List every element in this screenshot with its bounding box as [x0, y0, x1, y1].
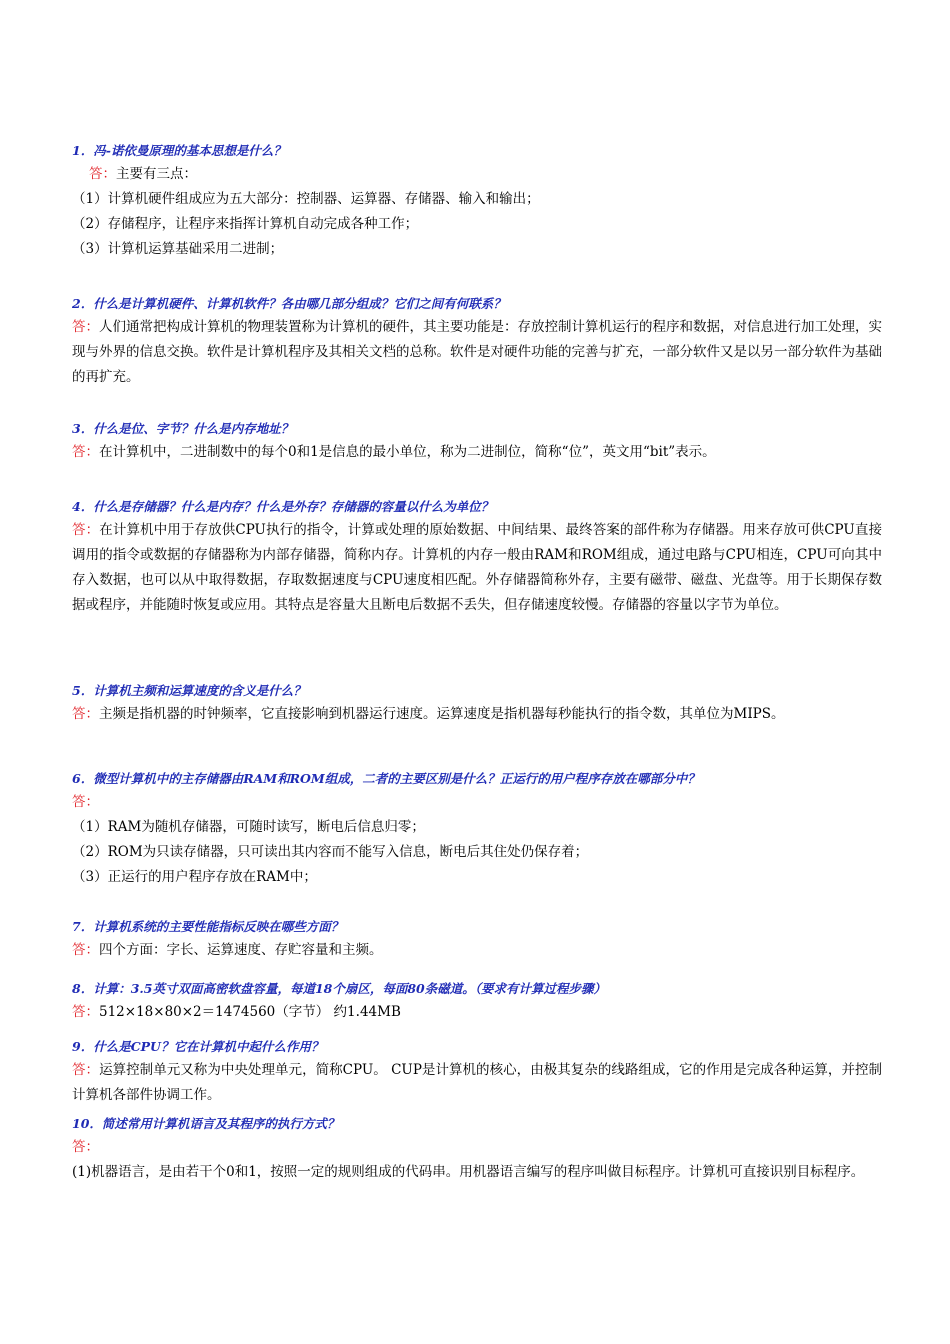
- question-10: 10．简述常用计算机语言及其程序的执行方式？: [72, 1116, 340, 1131]
- qa-item-9: [72, 1036, 882, 1108]
- answer-label-9: 答：: [72, 1062, 100, 1078]
- question-3: 3．什么是位、字节？什么是内存地址？: [72, 421, 294, 436]
- answer-text-4: 在计算机中用于存放供CPU执行的指令，计算或处理的原始数据、中间结果、最终答案的部件称为存储器。用来存放可供CPU直接调用的指令或数据的存储器称为内部存储器，简称内存。计算机的内存一般由RAM和ROM组成，通过电路与CPU相连，CPU可向其中存入数据，也可以从中取得数据，存取数据速度与CPU速度相匹配。外存储器简称外存，主要有磁带、磁盘、光盘等。用于长期保存数据或程序，并能随时恢复或应用。其特点是容量大且断电后数据不丢失，但存储速度较慢。存储器的容量以字节为单位。: [72, 522, 883, 613]
- answer-label-3: 答：: [72, 444, 99, 460]
- answer-text-3: 在计算机中，二进制数中的每个0和1是信息的最小单位，称为二进制位，简称“位”，英文用“bit”表示。: [99, 444, 716, 460]
- answer-label-1: 答：: [89, 166, 116, 182]
- qa-item-4: [72, 496, 882, 618]
- answer-5: [72, 702, 882, 727]
- qa-item-7: [72, 916, 882, 963]
- answer-10: [72, 1135, 882, 1160]
- question-1: 1．冯-诺依曼原理的基本思想是什么？: [72, 143, 286, 158]
- question-9: 9．什么是CPU？它在计算机中起什么作用？: [72, 1039, 324, 1054]
- qa-item-8: [72, 978, 882, 1025]
- answer-10-line-1: (1)机器语言，是由若干个0和1，按照一定的规则组成的代码串。用机器语言编写的程序叫做目标程序。计算机可直接识别目标程序。: [72, 1164, 865, 1180]
- answer-1-line-3: （3）计算机运算基础采用二进制；: [72, 241, 284, 257]
- answer-label-10: 答：: [72, 1139, 99, 1155]
- answer-7: [72, 938, 882, 963]
- answer-1-line-1: （1）计算机硬件组成应为五大部分：控制器、运算器、存储器、输入和输出；: [72, 191, 540, 207]
- answer-8: [72, 1000, 882, 1025]
- answer-label-5: 答：: [72, 706, 99, 722]
- answer-text-5: 主频是指机器的时钟频率，它直接影响到机器运行速度。运算速度是指机器每秒能执行的指令数，其单位为MIPS。: [99, 706, 785, 722]
- qa-item-5: [72, 680, 882, 727]
- answer-text-7: 四个方面：字长、运算速度、存贮容量和主频。: [99, 942, 383, 958]
- answer-text-8: 512×18×80×2＝1474560（字节） 约1.44MB: [99, 1004, 401, 1020]
- answer-text-9: 运算控制单元又称为中央处理单元，简称CPU。 CUP是计算机的核心，由极其复杂的线路组成，它的作用是完成各种运算，并控制计算机各部件协调工作。: [72, 1062, 883, 1103]
- qa-item-10: [72, 1113, 882, 1185]
- answer-6: [72, 790, 882, 815]
- qa-item-2: [72, 293, 882, 390]
- answer-6-line-1: （1）RAM为随机存储器，可随时读写，断电后信息归零；: [72, 819, 425, 835]
- question-2: 2．什么是计算机硬件、计算机软件？各由哪几部分组成？它们之间有何联系？: [72, 296, 506, 311]
- answer-4: [72, 518, 882, 618]
- answer-label-4: 答：: [72, 522, 100, 538]
- answer-text-2: 人们通常把构成计算机的物理装置称为计算机的硬件，其主要功能是：存放控制计算机运行的程序和数据，对信息进行加工处理，实现与外界的信息交换。软件是计算机程序及其相关文档的总称。软件是对硬件功能的完善与扩充，一部分软件又是以另一部分软件为基础的再扩充。: [72, 319, 882, 385]
- answer-3: [72, 440, 882, 465]
- answer-1-line-2: （2）存储程序，让程序来指挥计算机自动完成各种工作；: [72, 216, 419, 232]
- answer-2: [72, 315, 882, 390]
- question-8: 8．计算：3.5英寸双面高密软盘容量，每道18个扇区，每面80条磁道。（要求有计算过程步骤）: [72, 981, 606, 996]
- question-6: 6．微型计算机中的主存储器由RAM和ROM组成，二者的主要区别是什么？正运行的用户程序存放在哪部分中？: [72, 771, 700, 786]
- qa-item-6: [72, 768, 882, 890]
- answer-label-6: 答：: [72, 794, 99, 810]
- qa-item-1: [72, 140, 882, 262]
- question-7: 7．计算机系统的主要性能指标反映在哪些方面？: [72, 919, 344, 934]
- question-5: 5．计算机主频和运算速度的含义是什么？: [72, 683, 306, 698]
- answer-label-7: 答：: [72, 942, 99, 958]
- answer-1: [72, 162, 882, 187]
- answer-label-2: 答：: [72, 319, 99, 335]
- answer-9: [72, 1058, 882, 1108]
- answer-text-1: 主要有三点：: [116, 166, 197, 182]
- answer-6-line-3: （3）正运行的用户程序存放在RAM中；: [72, 869, 317, 885]
- answer-label-8: 答：: [72, 1004, 99, 1020]
- answer-6-line-2: （2）ROM为只读存储器，只可读出其内容而不能写入信息，断电后其住处仍保存着；: [72, 844, 589, 860]
- qa-item-3: [72, 418, 882, 465]
- question-4: 4．什么是存储器？什么是内存？什么是外存？存储器的容量以什么为单位？: [72, 499, 494, 514]
